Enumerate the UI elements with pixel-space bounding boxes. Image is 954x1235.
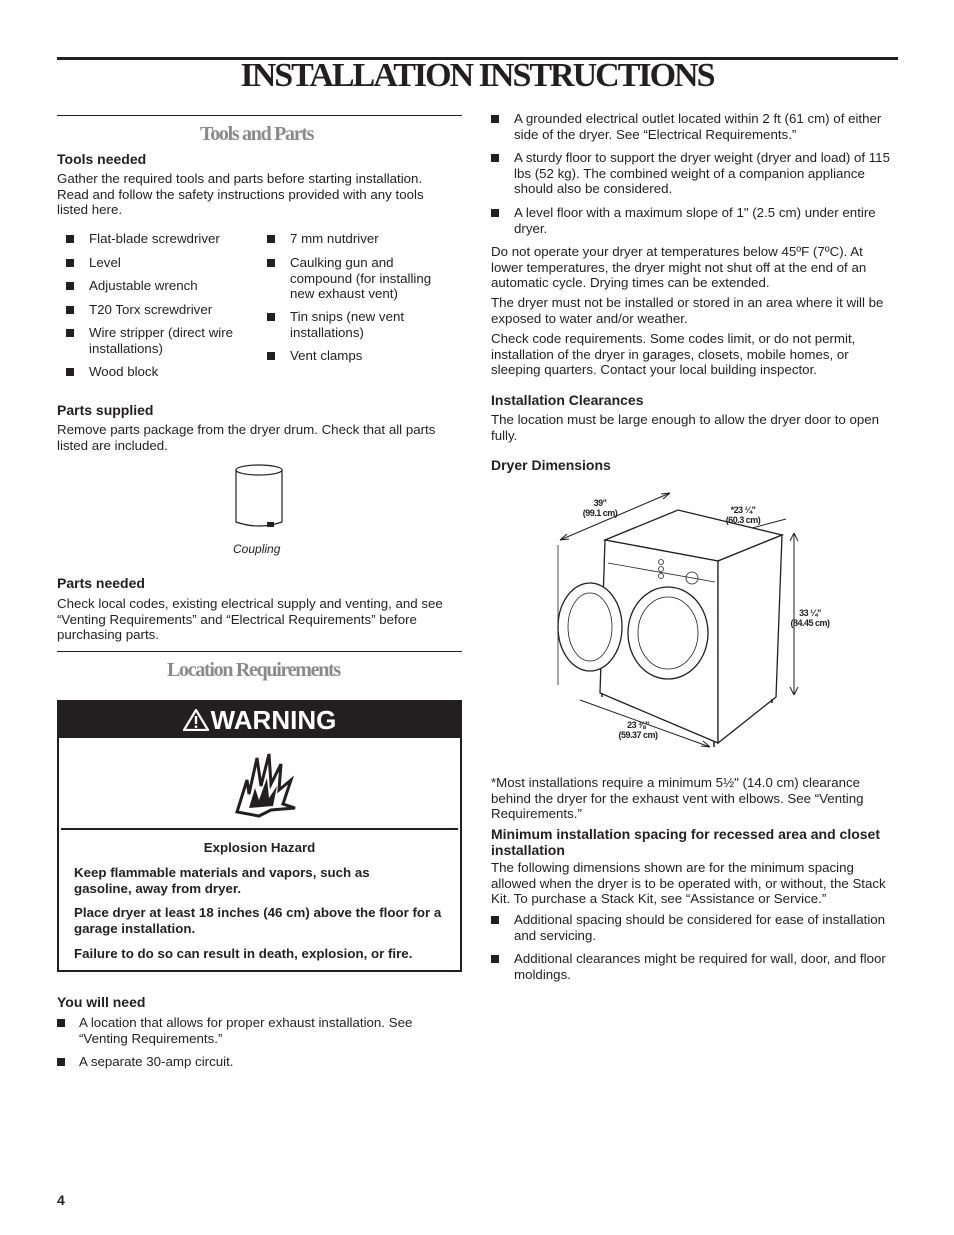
installation-clearances-heading: Installation Clearances [491,392,644,408]
parts-supplied-text: Remove parts package from the dryer drum. Check that all parts listed are included. [57,422,436,453]
explosion-icon [229,750,299,820]
warning-pictogram-area [61,740,458,830]
list-item: Additional spacing should be considered for ease of installation and servicing. [491,912,891,943]
dimension-label: 23 ⅜" (59.37 cm) [618,720,658,740]
paragraph: Check code requirements. Some codes limit, or do not permit, installation of the dryer in garages, closets, mobile homes, or sleeping quarters. Contact your local building inspector. [491,331,856,378]
paragraph: Do not operate your dryer at temperatures below 45ºF (7ºC). At lower temperatures, the dryer might not shut off at the end of an automatic cycle. Drying times can be extended. [491,244,867,291]
section-rule [57,115,462,116]
list-item: Wood block [66,364,236,380]
list-item: A level floor with a maximum slope of 1" (2.5 cm) under entire dryer. [491,205,896,236]
warning-label: WARNING [210,705,337,735]
list-item: A grounded electrical outlet located within 2 ft (61 cm) of either side of the dryer. See “Electrical Requirements.” [491,111,896,142]
installation-clearances-text: The location must be large enough to allow the dryer door to open fully. [491,412,880,443]
list-item: Tin snips (new vent installations) [267,309,452,340]
tools-needed-heading: Tools needed [57,151,147,167]
list-item: A location that allows for proper exhaust installation. See “Venting Requirements.” [57,1015,457,1046]
dimension-label: 39" (99.1 cm) [582,498,618,518]
dimension-label: 33 ¼" (84.45 cm) [790,608,830,628]
tools-needed-intro: Gather the required tools and parts before starting installation. Read and follow the safety instructions provided with any tools listed here. [57,171,424,218]
list-item: Vent clamps [267,348,452,364]
hazard-title: Explosion Hazard [203,840,316,855]
list-item: Level [66,255,236,271]
coupling-caption: Coupling [233,542,281,556]
list-item: Additional clearances might be required for wall, door, and floor moldings. [491,951,891,982]
location-requirements-heading: Location Requirements [167,659,340,681]
parts-supplied-heading: Parts supplied [57,402,154,418]
dimension-label: *23 ¼" (60.3 cm) [725,505,761,525]
list-item: Wire stripper (direct wire installations) [66,325,251,356]
list-item: 7 mm nutdriver [267,231,452,247]
list-item: T20 Torx screwdriver [66,302,236,318]
parts-needed-text: Check local codes, existing electrical supply and venting, and see “Venting Requirements” and “Electrical Requirements” before purchasing parts. [57,596,443,643]
dryer-dimensions-diagram [550,485,810,755]
warning-line: Place dryer at least 18 inches (46 cm) above the floor for a garage installation. [74,905,442,936]
dimensions-footnote: *Most installations require a minimum 5½" (14.0 cm) clearance behind the dryer for the exhaust vent with elbows. See “Venting Requirements.” [491,775,864,822]
page-title: INSTALLATION INSTRUCTIONS [240,57,714,94]
dryer-dimensions-heading: Dryer Dimensions [491,457,611,473]
parts-needed-heading: Parts needed [57,575,145,591]
paragraph: The dryer must not be installed or stored in an area where it will be exposed to water and/or weather. [491,295,884,326]
section-rule [57,651,462,652]
page-number: 4 [57,1192,65,1208]
list-item: Flat-blade screwdriver [66,231,236,247]
you-will-need-heading: You will need [57,994,146,1010]
warning-box [57,700,462,972]
list-item: A separate 30-amp circuit. [57,1054,457,1070]
warning-header [59,702,460,738]
warning-line: Failure to do so can result in death, explosion, or fire. [74,946,413,961]
list-item: A sturdy floor to support the dryer weight (dryer and load) of 115 lbs (52 kg). The combined weight of a companion appliance should also be considered. [491,150,896,197]
list-item: Adjustable wrench [66,278,236,294]
coupling-icon [233,462,285,532]
min-spacing-heading: Minimum installation spacing for recessed area and closet installation [491,826,881,858]
min-spacing-text: The following dimensions shown are for the minimum spacing allowed when the dryer is to be operated with, or without, the Stack Kit. To purchase a Stack Kit, see “Assistance or Service.” [491,860,886,907]
tools-and-parts-heading: Tools and Parts [200,123,314,145]
warning-line: Keep flammable materials and vapors, such as gasoline, away from dryer. [74,865,370,896]
list-item: Caulking gun and compound (for installing new exhaust vent) [267,255,452,302]
warning-triangle-icon [183,709,209,731]
